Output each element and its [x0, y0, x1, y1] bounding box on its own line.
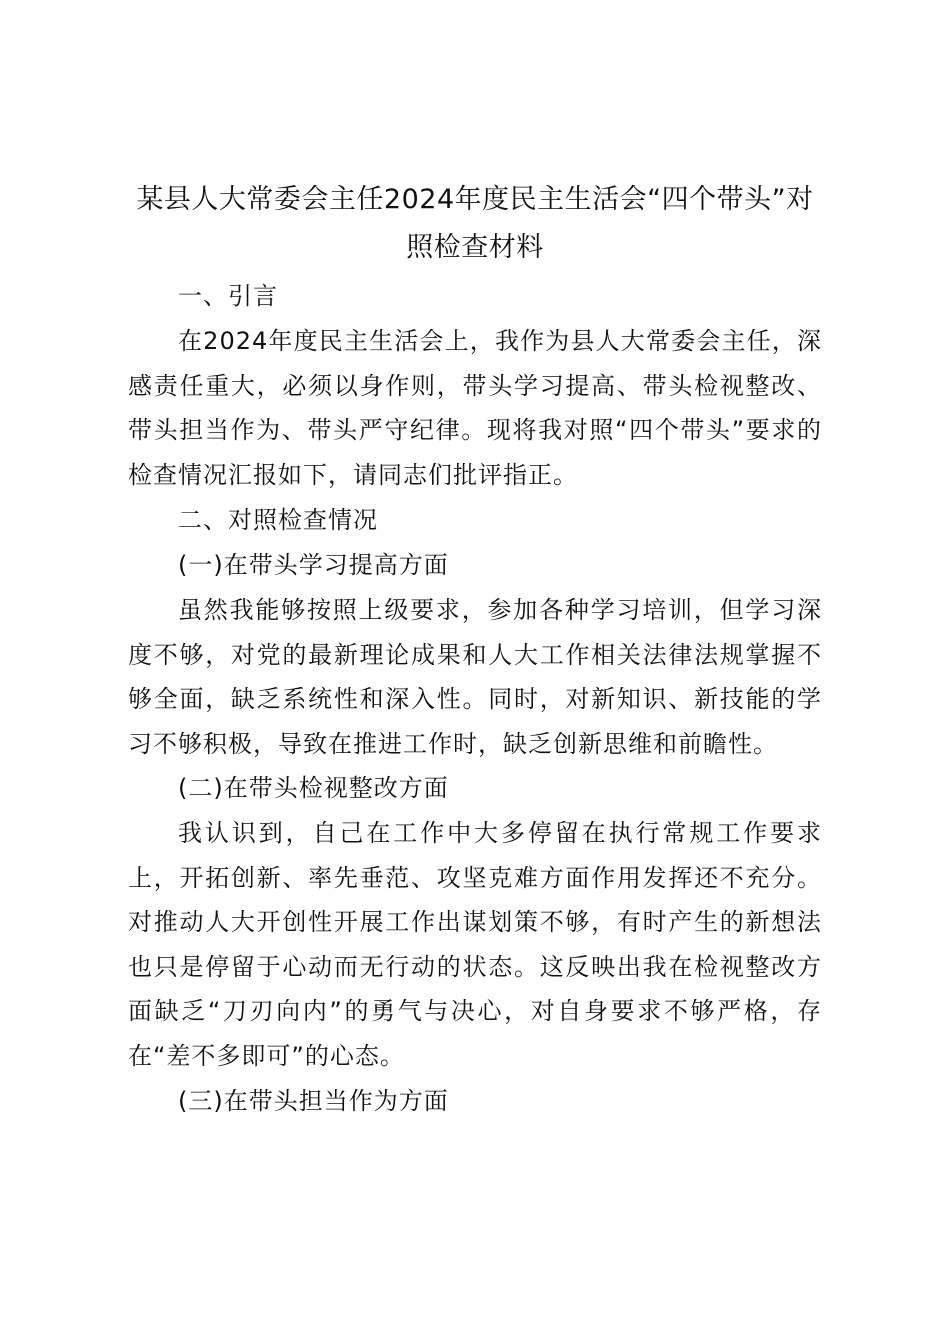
study-paragraph — [128, 588, 822, 766]
document-title: 某县人大常委会主任2024年度民主生活会“四个带头”对照检查材料 — [136, 184, 814, 263]
subsection-heading-responsibility: (三)在带头担当作为方面 — [178, 1087, 449, 1115]
section-heading-introduction: 一、引言 — [178, 282, 278, 310]
section-heading-review: 二、对照检查情况 — [178, 506, 378, 534]
subsection-heading-rectification: (二)在带头检视整改方面 — [178, 774, 449, 802]
paragraph-text: 在2024年度民主生活会上，我作为县人大常委会主任，深感责任重大，必须以身作则，带头学习提高、带头检视整改、带头担当作为、带头严守纪律。现将我对照“四个带头”要求的检查情况汇报如下，请同志们批评指正。 — [128, 327, 822, 489]
introduction-paragraph — [128, 319, 822, 497]
paragraph-text: 我认识到，自己在工作中大多停留在执行常规工作要求上，开拓创新、率先垂范、攻坚克难方面作用发挥还不充分。对推动人大开创性开展工作出谋划策不够，有时产生的新想法也只是停留于心动而无行动的状态。这反映出我在检视整改方面缺乏“刀刃向内”的勇气与决心，对自身要求不够严格，存在“差不多即可”的心态。 — [128, 819, 822, 1070]
paragraph-text: 虽然我能够按照上级要求，参加各种学习培训，但学习深度不够，对党的最新理论成果和人大工作相关法律法规掌握不够全面，缺乏系统性和深入性。同时，对新知识、新技能的学习不够积极，导致在推进工作时，缺乏创新思维和前瞻性。 — [128, 596, 822, 758]
rectification-paragraph — [128, 811, 822, 1079]
subsection-heading-study: (一)在带头学习提高方面 — [178, 551, 449, 579]
